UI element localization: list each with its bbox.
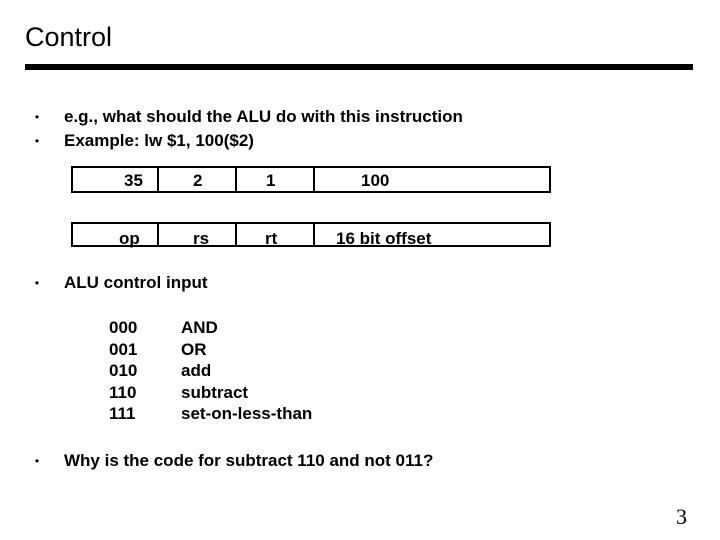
alu-operation: set-on-less-than	[181, 404, 313, 424]
bullet-text: e.g., what should the ALU do with this instruction	[64, 107, 463, 126]
instruction-labels-box	[71, 222, 551, 247]
instruction-values-box	[71, 166, 551, 193]
field-value: 35	[124, 171, 143, 190]
field-cell-offset	[313, 168, 551, 191]
alu-code: 110	[109, 382, 137, 402]
bullet-text: Why is the code for subtract 110 and not 011?	[64, 451, 434, 470]
title-underline	[25, 64, 693, 70]
field-cell-op	[73, 168, 157, 191]
alu-code: 111	[109, 404, 136, 424]
bullet-dot: •	[34, 276, 40, 290]
alu-code: 000	[109, 318, 138, 337]
field-value: 2	[193, 171, 203, 190]
field-cell-offset	[313, 224, 551, 248]
field-cell-rt	[235, 224, 315, 248]
alu-operation: add	[181, 361, 212, 381]
field-value: 100	[361, 171, 390, 190]
field-cell-rs	[157, 224, 237, 248]
alu-operation: subtract	[181, 382, 249, 402]
field-label: 16 bit offset	[336, 229, 432, 248]
bullet-dot: •	[34, 110, 40, 124]
bullet-text: ALU control input	[64, 273, 208, 292]
field-value: 1	[266, 171, 276, 190]
page-number: 3	[676, 504, 687, 529]
field-label: rt	[265, 229, 278, 248]
field-label: op	[119, 229, 140, 248]
field-label: rs	[193, 229, 210, 248]
alu-operation: AND	[181, 318, 218, 337]
alu-control-operations	[181, 317, 312, 425]
alu-code: 001	[109, 339, 138, 359]
field-cell-rt	[235, 168, 315, 191]
bullet-text: Example: lw $1, 100($2)	[64, 131, 254, 150]
field-cell-op	[73, 224, 157, 248]
alu-control-codes	[109, 317, 137, 425]
field-cell-rs	[157, 168, 237, 191]
alu-code: 010	[109, 361, 138, 381]
alu-operation: OR	[181, 339, 207, 359]
bullet-dot: •	[34, 134, 40, 148]
slide-title: Control	[25, 22, 113, 52]
bullet-dot: •	[34, 454, 40, 468]
